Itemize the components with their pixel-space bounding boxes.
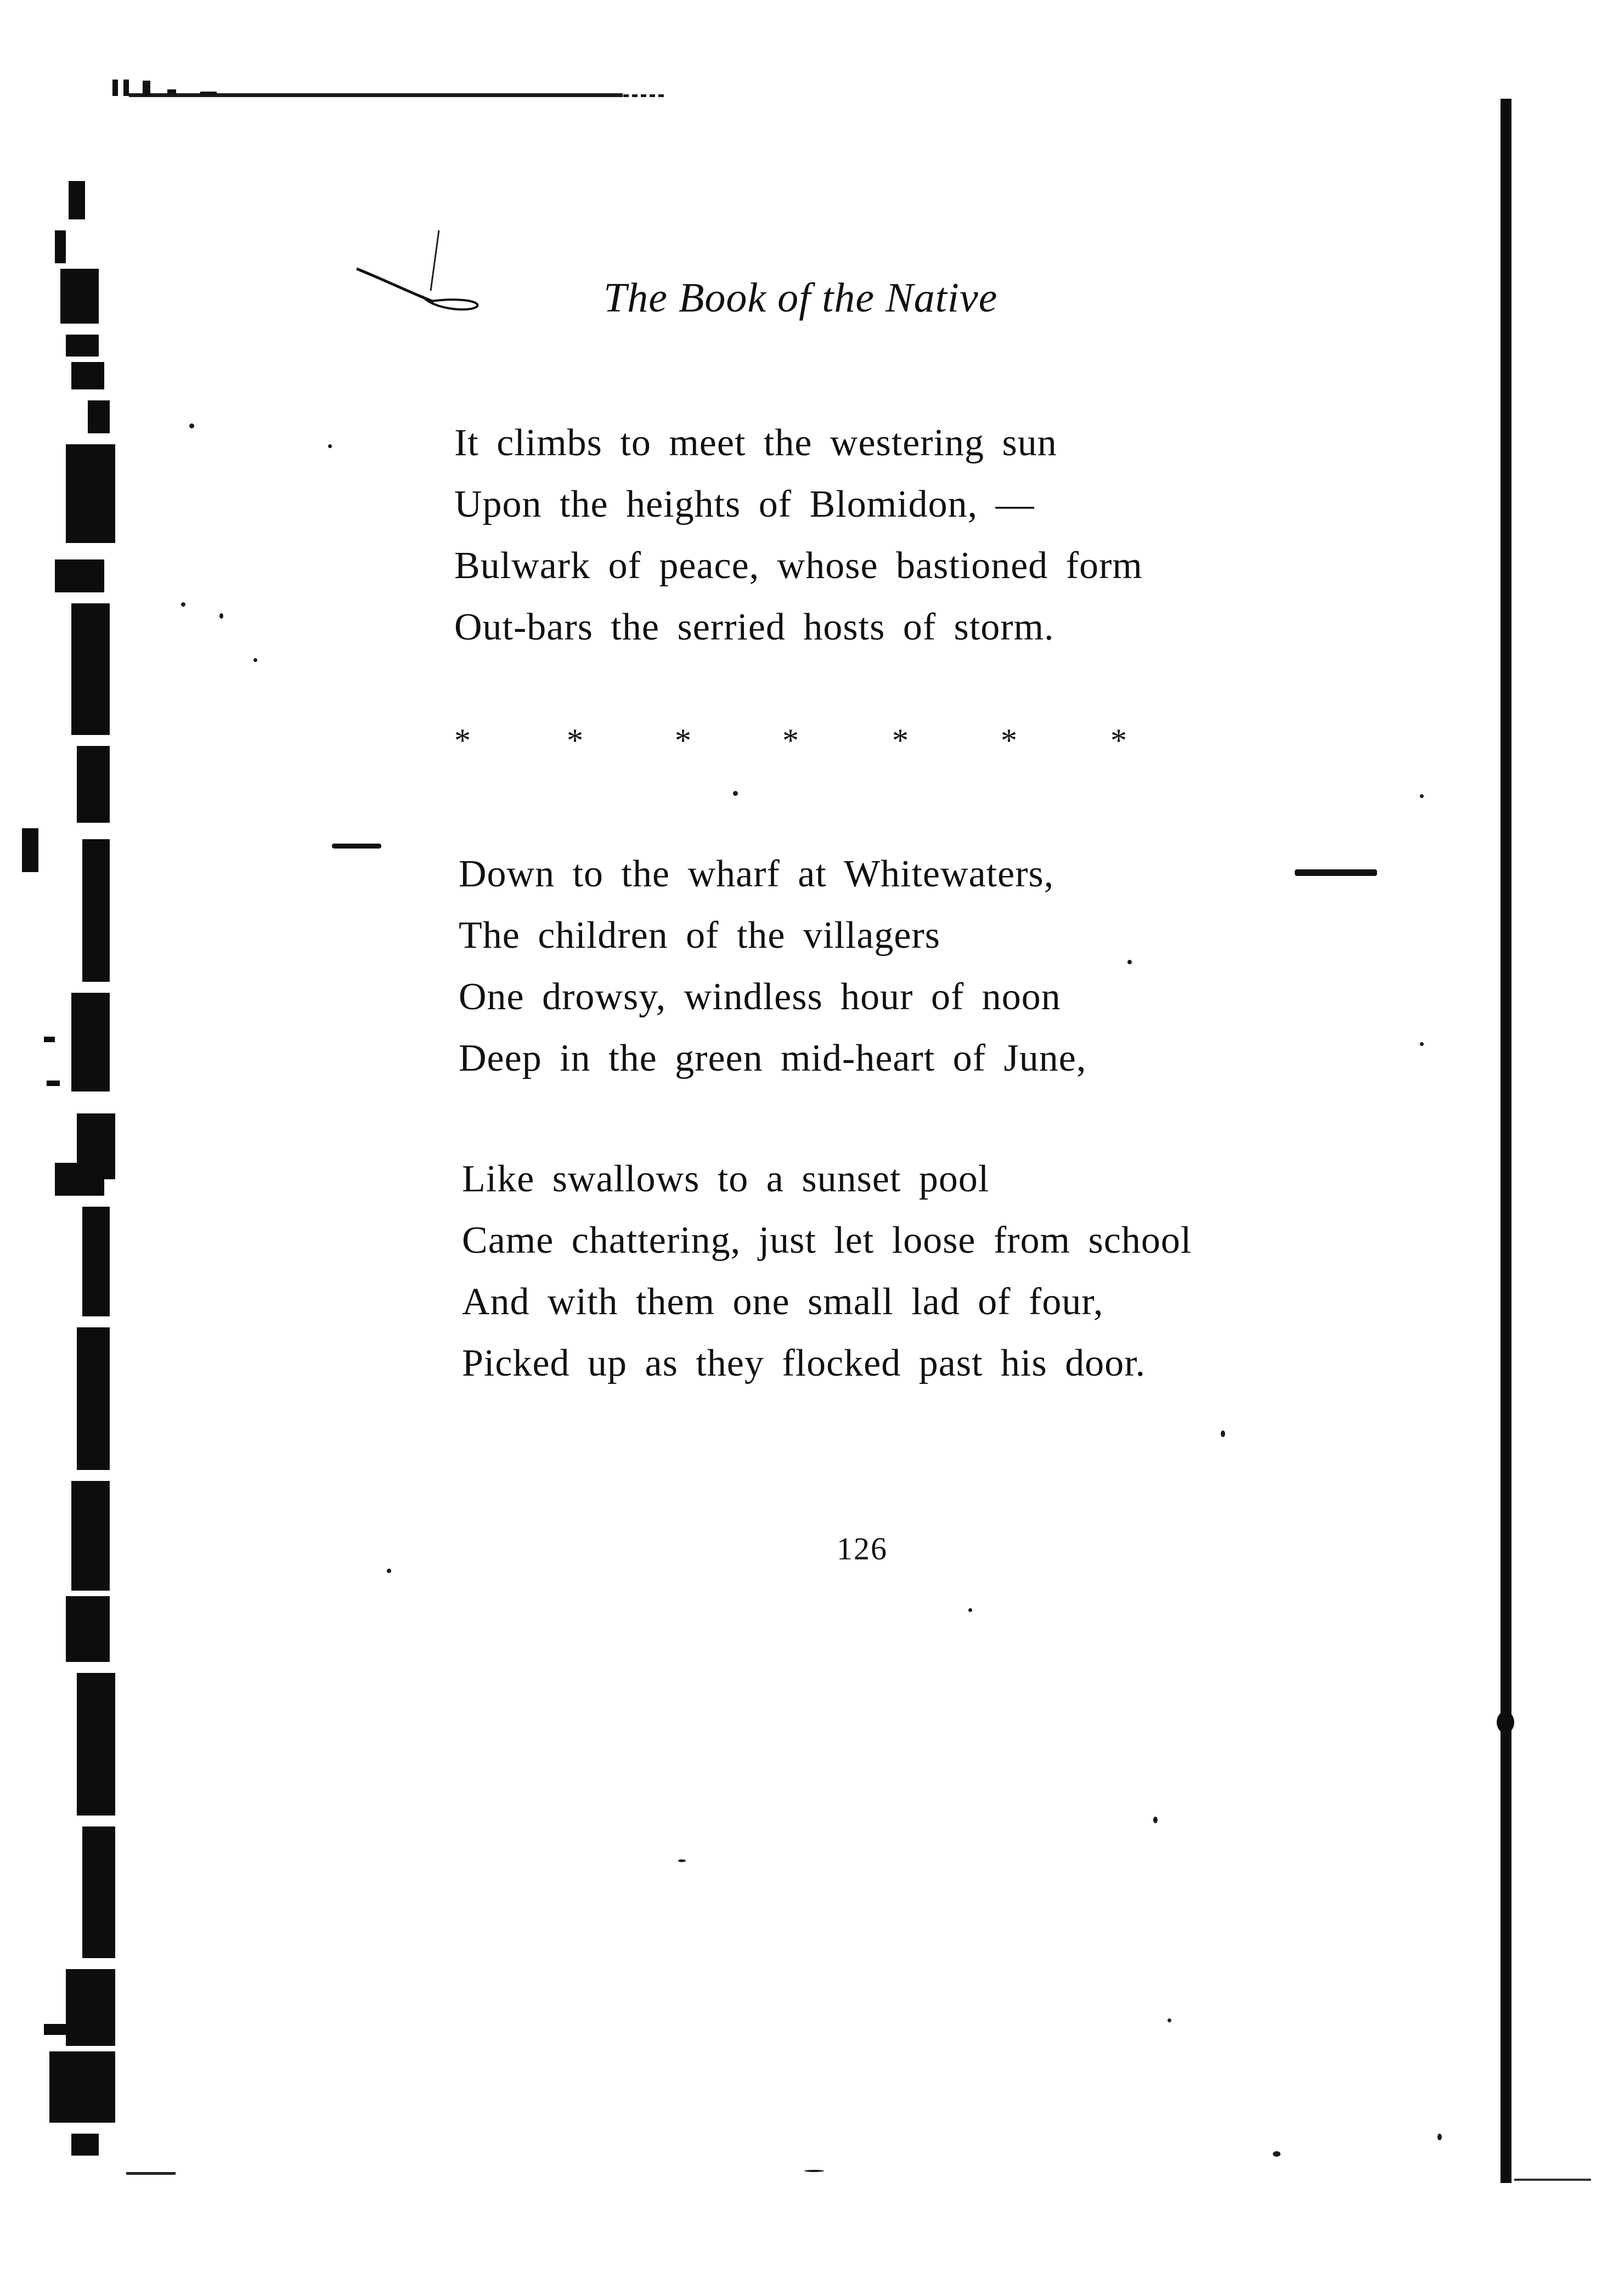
speck xyxy=(804,2170,824,2172)
poem-line: Bulwark of peace, whose bastioned form xyxy=(454,545,1143,587)
margin-dash-left xyxy=(332,844,381,849)
stanza xyxy=(454,412,1277,658)
speck xyxy=(253,658,257,662)
top-scan-marks xyxy=(112,80,244,96)
top-rule-dashes xyxy=(614,94,664,99)
bottom-left-rule xyxy=(126,2172,176,2175)
poem-line: Deep in the green mid-heart of June, xyxy=(459,1037,1087,1079)
asterisk-ornament: * xyxy=(892,722,909,759)
poem-line: The children of the villagers xyxy=(459,914,941,957)
asterisk-ornament: * xyxy=(1110,722,1127,759)
poem-line: Picked up as they flocked past his door. xyxy=(462,1342,1146,1384)
poem-line: Out-bars the serried hosts of storm. xyxy=(454,606,1054,648)
poem-line: One drowsy, windless hour of noon xyxy=(459,976,1061,1018)
asterism-divider xyxy=(454,724,1140,757)
speck xyxy=(219,613,223,619)
poem-line: Like swallows to a sunset pool xyxy=(462,1158,990,1200)
margin-dash-right xyxy=(1295,869,1377,876)
speck xyxy=(1273,2151,1281,2157)
asterisk-ornament: * xyxy=(454,722,471,759)
right-rule xyxy=(1501,99,1511,2183)
speck xyxy=(678,1859,686,1862)
poem-line: Down to the wharf at Whitewaters, xyxy=(459,853,1054,895)
speck xyxy=(1167,2018,1171,2022)
speck xyxy=(1153,1817,1158,1823)
poem-line: It climbs to meet the westering sun xyxy=(454,422,1057,464)
speck xyxy=(1221,1430,1225,1437)
speck xyxy=(1420,794,1424,798)
page-number: 126 xyxy=(837,1531,888,1567)
poem-line: Upon the heights of Blomidon, — xyxy=(454,483,1035,525)
asterisk-ornament: * xyxy=(567,722,583,759)
stanza xyxy=(459,844,1282,1089)
speck xyxy=(733,791,738,796)
right-rule-blot xyxy=(1497,1711,1514,1733)
asterisk-ornament: * xyxy=(782,722,799,759)
asterisk-ornament: * xyxy=(675,722,691,759)
speck xyxy=(189,423,194,428)
stanza xyxy=(462,1149,1285,1394)
speck xyxy=(181,602,185,607)
speck xyxy=(968,1608,972,1612)
bottom-right-rule xyxy=(1514,2179,1591,2183)
poem-line: And with them one small lad of four, xyxy=(462,1281,1104,1323)
speck xyxy=(1420,1042,1424,1046)
pen-flourish-mark xyxy=(351,230,483,329)
speck xyxy=(1437,2134,1442,2140)
poem-line: Came chattering, just let loose from school xyxy=(462,1219,1192,1262)
left-binding-shadow xyxy=(22,181,118,2156)
asterisk-ornament: * xyxy=(1001,722,1017,759)
running-header: The Book of the Native xyxy=(603,275,998,321)
speck xyxy=(387,1569,391,1573)
speck xyxy=(328,444,332,448)
